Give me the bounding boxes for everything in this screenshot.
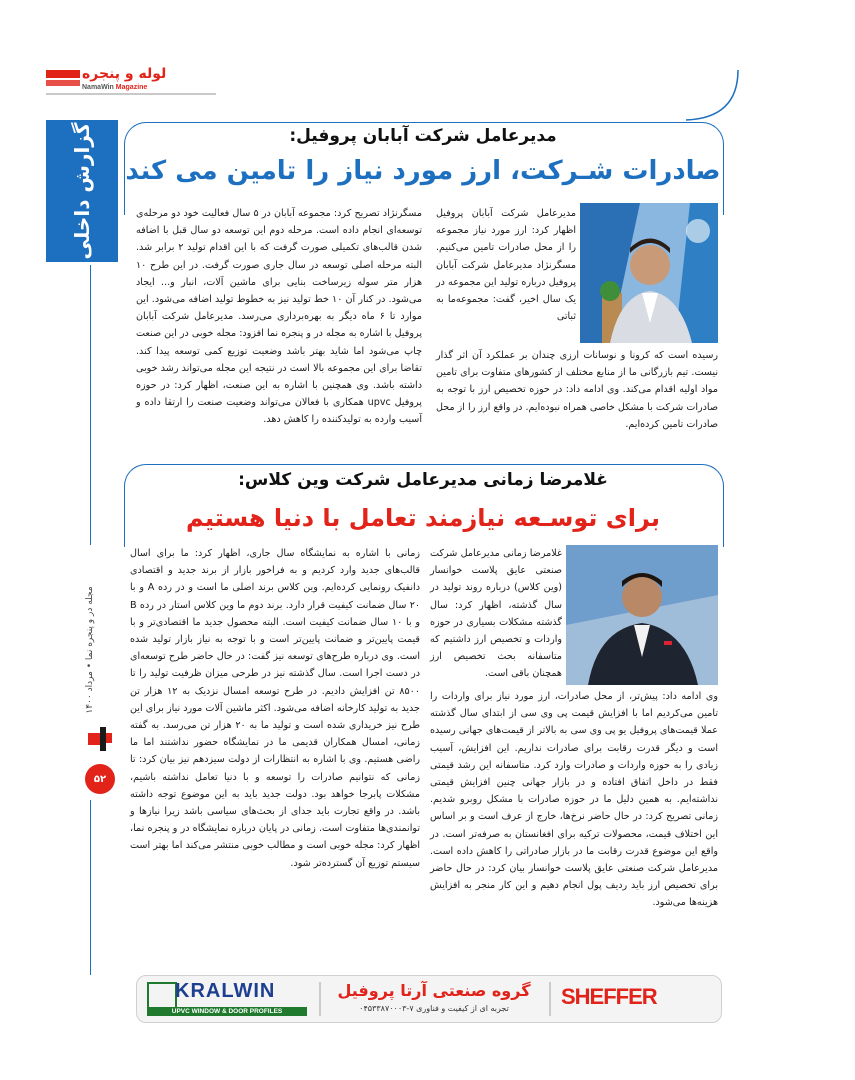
logo-bar [46, 70, 80, 78]
brand-kralwin-sub: UPVC WINDOW & DOOR PROFILES [147, 1007, 307, 1016]
article-text-column: رسیده است که کرونا و نوسانات ارزی چندان بر عملکرد آن اثر گذار نیست. تیم بازرگانی ما از منابع مختلف از کشورهای متفاوت برای تامین مواد اولیه اقدام می‌کند. وی ادامه داد: در حوزه تخصیص ارز با توجه به صادرات شرکت با مشکل خاصی همراه نبوده‌ایم. در واقع ارز را از محل صادرات تامین کرده‌ایم. [436, 350, 718, 430]
article-text-column: زمانی با اشاره به نمایشگاه سال جاری، اظهار کرد: ما برای اسال قالب‌های جدید وارد کردیم و به فراخور بازار از برند جدید و اقتصادی دانفیک رونمایی کرده‌ایم. وین کلاس برند اصلی ما است و در رده A و با ۲۰ سال ضمانت کیفیت قرار دارد. برند دوم ما وین کلاس استار در رده B و با ۱۰ سال ضمانت کیفیت است. البته محصول جدید ما اقتصادی‌تر و با قیمت پایین‌تر و ضمانت پایین‌تر است و با توجه به نیاز بازار تولید شده است. وی درباره طرح‌های توسعه نیز گفت: در حال حاضر طرح توسعه‌ای در دست اجرا است. سال گذشته نیز در طرحی میزان ظرفیت تولید را تا ۸۵۰۰ تن افزایش دادیم. در طرح توسعه امسال نزدیک به ۱۲ هزار تن جدید به تولید کارخانه اضافه می‌شود. اکثر ماشین آلات مورد نیاز برای این طرح نیز خریداری شده است و تولید ما به ۲۰ هزار تن می‌رسد. به گفته زمانی، امسال همکاران قدیمی ما در نمایشگاه حضور نداشتند اما ما راضی هستیم. وی با اشاره به انتظارات از دولت سیزدهم نیز بیان کرد: تا زمانی که نتوانیم صادرات را توسعه و با دنیا تعامل نداشته باشیم، مشکلات پابرجا خواهد بود. دولت جدید باید به این موضوع توجه داشته باشد. در واقع تجارت باید جدای از بحث‌های سیاسی باشد زیرا نیازها و توانمندی‌ها متفاوت است. زمانی در پایان درباره نمایشگاه در و پنجره نما، اظهار کرد: مجله خوبی است و مطالب خوبی منتشر می‌کند اما بهتر است سیستم توزیع آن گسترده‌تر شود. [130, 548, 421, 869]
portrait-photo [566, 545, 718, 685]
vertical-rule [90, 265, 91, 545]
advertisement-banner[interactable] [136, 975, 722, 1023]
magazine-logo [46, 66, 226, 96]
header-divider [46, 93, 216, 95]
logo-bar [46, 80, 80, 86]
article-text-column: مسگرنژاد تصریح کرد: مجموعه آبابان در ۵ سال فعالیت خود دو مرحله‌ی توسعه‌ای انجام داده است. مرحله دوم این توسعه دو سال قبل با اضافه شدن قالب‌های تکمیلی صورت گرفت که با این اقدام تولید ۲ برابر شد. البته مرحله اصلی توسعه در سال جاری صورت گرفت. در این طرح ۱۰ هزار متر سوله زیرساخت بنایی برای ماشین آلات، انبار و... ایجاد می‌شود. در کنار آن ۱۰ خط تولید نیز به خطوط تولید اضافه می‌شود. این موارد تا ۶ ماه دیگر به بهره‌برداری می‌رسد. مدیرعامل شرکت آبابان پروفیل با اشاره به مجله در و پنجره نما افزود: مجله خوبی در این صنعت چاپ می‌شود اما شاید بهتر باشد وضعیت توزیع کمی توسعه پیدا کند. تقاضا برای این مجموعه بالا است در نتیجه این مجله می‌تواند رشد خوبی داشته باشد. وی همچنین با اشاره به این صنعت، اظهار کرد: در حوزه پروفیل upvc همکاری با فعالان می‌تواند وضعیت صنعت را ارتقا داده و آسیب وارده به تولیدکننده را کاهش دهد. [136, 208, 423, 426]
portrait-photo [580, 203, 718, 343]
kralwin-logo-icon [147, 982, 177, 1010]
corner-curve-decoration [680, 70, 740, 130]
article-headline: برای توسـعه نیازمند تعامل با دنیا هستیم [186, 504, 660, 532]
ad-divider [319, 982, 321, 1016]
article-text-column: وی ادامه داد: پیش‌تر، از محل صادرات، ارز مورد نیاز برای واردات را تامین می‌کردیم اما با افزایش قیمت پی وی سی از ابتدای سال گذشته عملا قیمت‌های پروفیل یو پی وی سی به بالاتر از قیمت‌های جهانی رسیده است و دیگر قدرت رقابت برای صادرات نداریم. این افزایش، آسیب زیادی را به حوزه واردات و صادرات وارد کرد. متاسفانه این رشد قیمتی فقط در داخل اتفاق افتاده و در بازار جهانی چنین افزایش قیمتی نداشته‌ایم. به همین دلیل ما در حوزه صادرات با مشکل روبرو شدیم. زمانی تصریح کرد: در حال حاضر نرخ‌ها، خارج از عرف است و بر اساس این اختلاف قیمت، محصولات ترکیه برای افغانستان به صرفه‌تر است. در واقع این موضوع قدرت رقابت ما در بازار صادراتی را کاهش داده است. مدیرعامل شرکت صنعتی عایق پلاست خوانسار بیان کرد: در حال حاضر برای تخصیص ارز باید ردیف پول انجام دهیم و این کار منجر به افزایش هزینه‌ها می‌شود. [430, 691, 718, 909]
ad-group-name: گروه صنعتی آرتا پروفیل [337, 981, 531, 1000]
magazine-name: لوله و پنجره [82, 66, 167, 82]
magazine-mark-icon [86, 725, 114, 753]
article-kicker: غلامرضا زمانی مدیرعامل شرکت وین کلاس: [238, 470, 608, 490]
vertical-footer-text: مجله در و پنجره نما • مرداد ۱۴۰۰ [85, 586, 95, 714]
article-headline: صادرات شـرکت، ارز مورد نیاز را تامین می کند [125, 156, 721, 186]
article-text-column: مدیرعامل شرکت آبابان پروفیل اظهار کرد: ارز مورد نیاز مجموعه را از محل صادرات تامین می‌کنیم. مسگرنژاد مدیرعامل شرکت آبابان پروفیل درباره تولید این مجموعه در یک سال اخیر، گفت: مجموعه‌ما به ثباتی [436, 208, 576, 323]
section-tab-label: گزارش داخلی [70, 122, 94, 260]
magazine-subtitle: NamaWin Magazine [82, 84, 148, 91]
ad-divider [549, 982, 551, 1016]
ad-tagline: تجربه ای از کیفیت و فناوری ۷-۰۴۵۳۳۸۷۰۰۰۳ [359, 1004, 509, 1013]
page-number: ۵۲ [85, 764, 115, 794]
article-text-column: غلامرضا زمانی مدیرعامل شرکت صنعتی عایق پلاست خوانسار (وین کلاس) درباره روند تولید در سال گذشته، اظهار کرد: سال گذشته مشکلات بسیاری در حوزه واردات و تخصیص ارز داشتیم که متاسفانه بحث تخصیص ارز همچنان باقی است. [430, 548, 562, 680]
section-tab [46, 120, 118, 262]
brand-sheffer: SHEFFER [561, 984, 657, 1009]
vertical-rule [90, 800, 91, 975]
brand-kralwin: KRALWIN [175, 980, 276, 1002]
article-kicker: مدیرعامل شرکت آبابان پروفیل: [289, 126, 557, 146]
